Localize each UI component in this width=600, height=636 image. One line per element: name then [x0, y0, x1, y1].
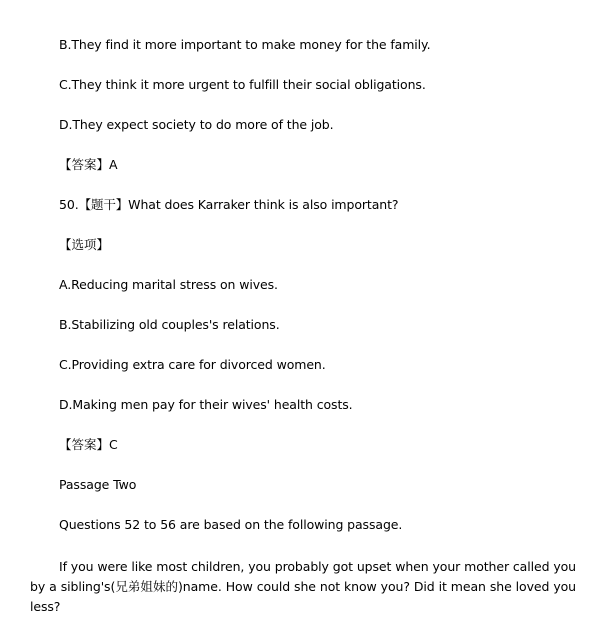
passage-paragraph: If you were like most children, you probably got upset when your mother called you by a sibling's(兄弟姐妹的)name. How could she not know you? Did it mean she loved you less? [30, 559, 576, 614]
question-50-stem: 50.【题干】What does Karraker think is also important? [59, 197, 399, 212]
option-b-q49: B.They find it more important to make money for the family. [59, 37, 431, 52]
option-d-q50: D.Making men pay for their wives' health costs. [59, 397, 353, 412]
options-heading-q50: 【选项】 [59, 237, 110, 252]
option-a-q50: A.Reducing marital stress on wives. [59, 277, 278, 292]
option-d-q49: D.They expect society to do more of the job. [59, 117, 334, 132]
option-b-q50: B.Stabilizing old couples's relations. [59, 317, 280, 332]
passage-title: Passage Two [59, 477, 137, 492]
answer-q49: 【答案】A [59, 157, 118, 172]
option-c-q50: C.Providing extra care for divorced women. [59, 357, 326, 372]
passage-intro: Questions 52 to 56 are based on the following passage. [59, 517, 403, 532]
answer-q50: 【答案】C [59, 437, 118, 452]
option-c-q49: C.They think it more urgent to fulfill their social obligations. [59, 77, 426, 92]
